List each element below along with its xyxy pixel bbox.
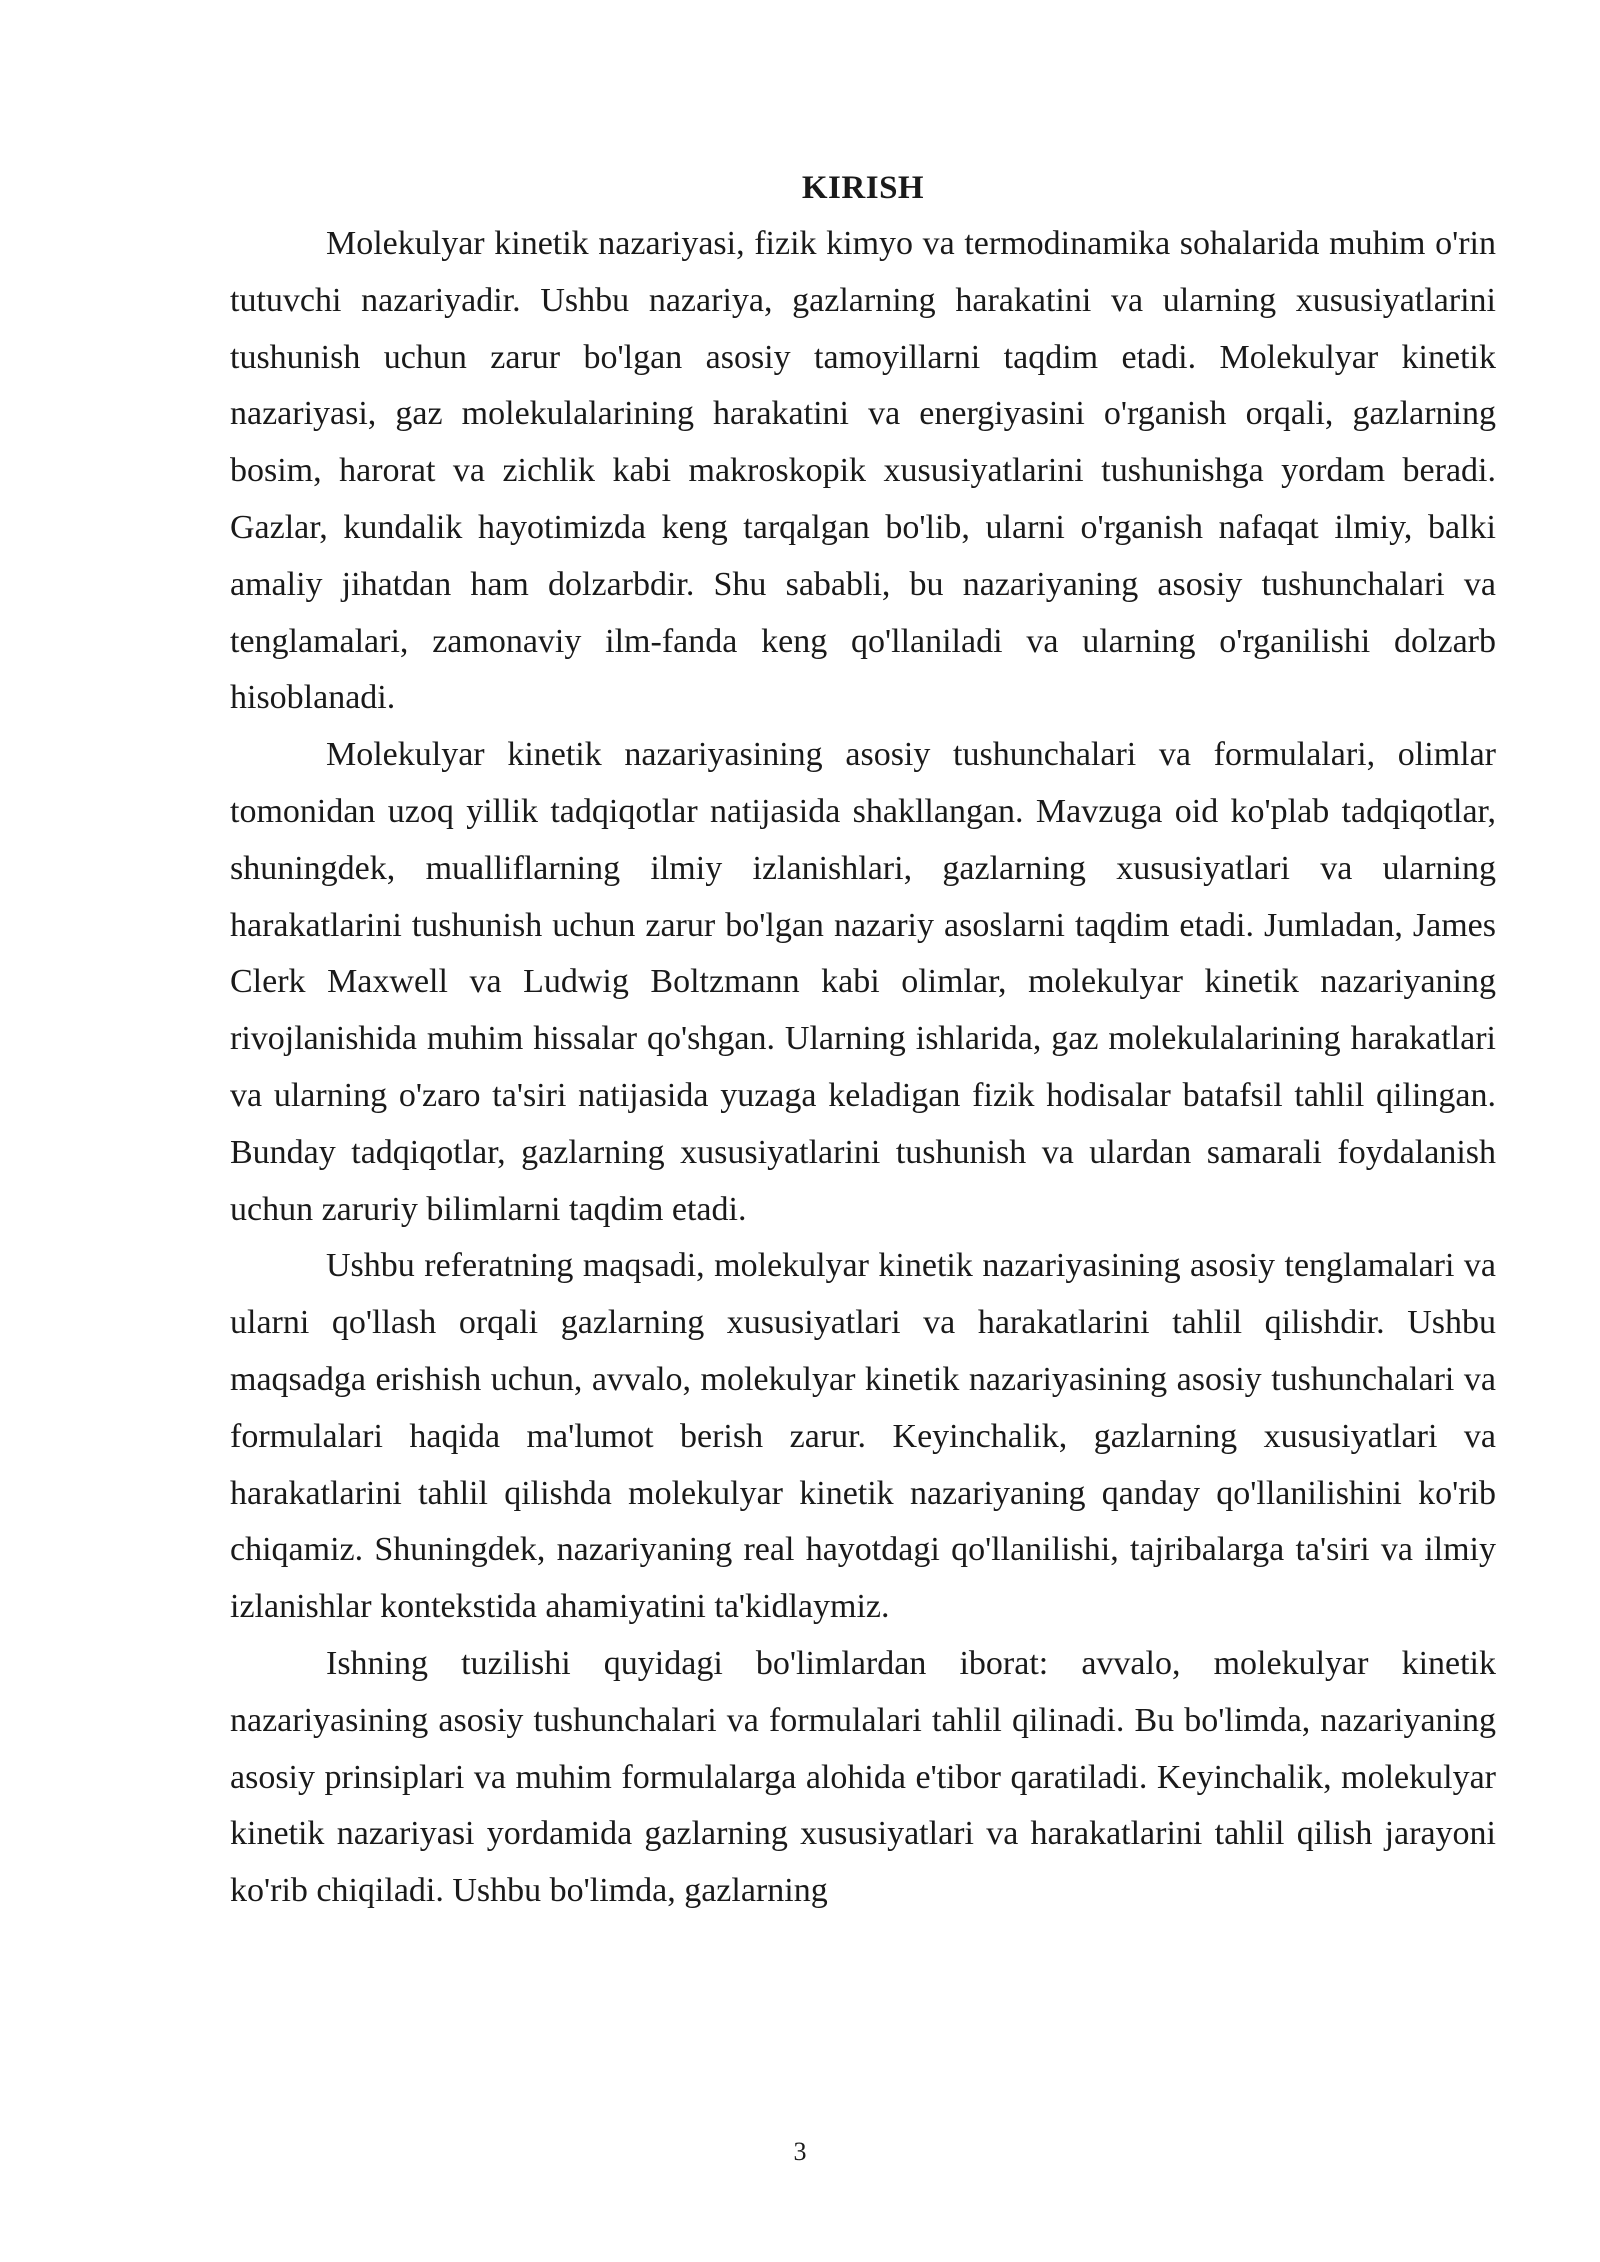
paragraph-3: Ushbu referatning maqsadi, molekulyar kinetik nazariyasining asosiy tenglamalari va ularni qo'llash orqali gazlarning xususiyatlari va harakatlarini tahlil qilishdir. Ushbu maqsadga erishish uchun, avvalo, molekulyar kinetik nazariyasining asosiy tushunchalari va formulalari haqida ma'lumot berish zarur. Keyinchalik, gazlarning xususiyatlari va harakatlarini tahlil qilishda molekulyar kinetik nazariyaning qanday qo'llanilishini ko'rib chiqamiz. Shuningdek, nazariyaning real hayotdagi qo'llanilishi, tajribalarga ta'siri va ilmiy izlanishlar kontekstida ahamiyatini ta'kidlaymiz. — [230, 1247, 1496, 1626]
page-content — [230, 160, 1496, 1920]
paragraph-4: Ishning tuzilishi quyidagi bo'limlardan iborat: avvalo, molekulyar kinetik nazariyasining asosiy tushunchalari va formulalari tahlil qilinadi. Bu bo'limda, nazariyaning asosiy prinsiplari va muhim formulalarga alohida e'tibor qaratiladi. Keyinchalik, molekulyar kinetik nazariyasi yordamida gazlarning xususiyatlari va harakatlarini tahlil qilish jarayoni ko'rib chiqiladi. Ushbu bo'limda, gazlarning — [230, 1644, 1496, 1910]
paragraph-1: Molekulyar kinetik nazariyasi, fizik kimyo va termodinamika sohalarida muhim o'rin tutuvchi nazariyadir. Ushbu nazariya, gazlarning harakatini va ularning xususiyatlarini tushunish uchun zarur bo'lgan asosiy tamoyillarni taqdim etadi. Molekulyar kinetik nazariyasi, gaz molekulalarining harakatini va energiyasini o'rganish orqali, gazlarning bosim, harorat va zichlik kabi makroskopik xususiyatlarini tushunishga yordam beradi. Gazlar, kundalik hayotimizda keng tarqalgan bo'lib, ularni o'rganish nafaqat ilmiy, balki amaliy jihatdan ham dolzarbdir. Shu sababli, bu nazariyaning asosiy tushunchalari va tenglamalari, zamonaviy ilm-fanda keng qo'llaniladi va ularning o'rganilishi dolzarb hisoblanadi. — [230, 225, 1496, 717]
paragraph-2: Molekulyar kinetik nazariyasining asosiy tushunchalari va formulalari, olimlar tomonidan uzoq yillik tadqiqotlar natijasida shakllangan. Mavzuga oid ko'plab tadqiqotlar, shuningdek, mualliflarning ilmiy izlanishlari, gazlarning xususiyatlari va ularning harakatlarini tushunish uchun zarur bo'lgan nazariy asoslarni taqdim etadi. Jumladan, James Clerk Maxwell va Ludwig Boltzmann kabi olimlar, molekulyar kinetik nazariyaning rivojlanishida muhim hissalar qo'shgan. Ularning ishlarida, gaz molekulalarining harakatlari va ularning o'zaro ta'siri natijasida yuzaga keladigan fizik hodisalar batafsil tahlil qilingan. Bunday tadqiqotlar, gazlarning xususiyatlarini tushunish va ulardan samarali foydalanish uchun zaruriy bilimlarni taqdim etadi. — [230, 736, 1496, 1228]
page-number: 3 — [793, 2137, 807, 2166]
page-title: KIRISH — [801, 170, 925, 206]
